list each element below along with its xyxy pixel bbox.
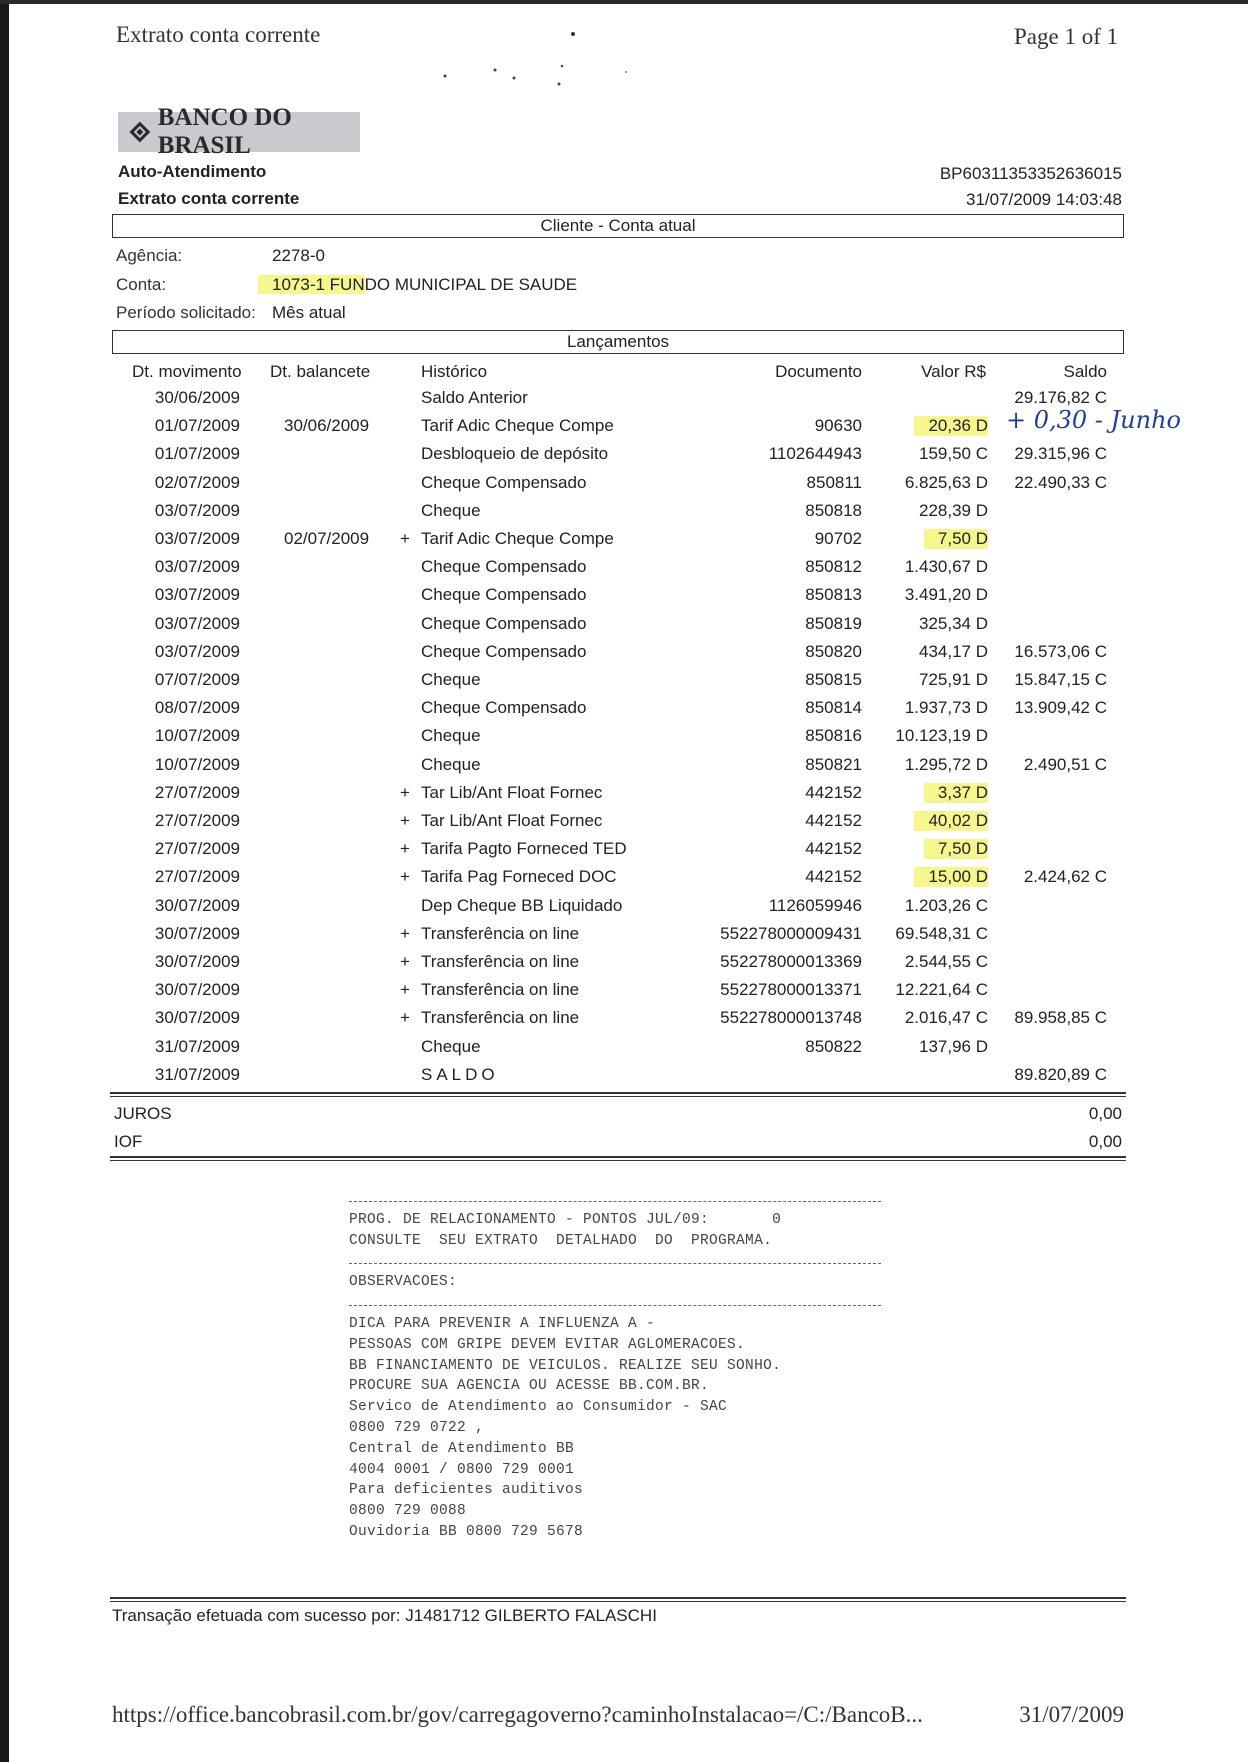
cell-saldo: 2.424,62 C [1023, 867, 1107, 887]
table-row [0, 980, 1248, 1008]
periodo-value: Mês atual [272, 303, 346, 322]
table-row [0, 839, 1248, 867]
cell-saldo: 29.315,96 C [1014, 444, 1107, 464]
conta-value-rest: DO MUNICIPAL DE SAUDE [364, 275, 578, 294]
service-name: Auto-Atendimento [118, 162, 267, 181]
cell-dt-movimento: 03/07/2009 [154, 557, 240, 577]
cell-documento: 442152 [805, 811, 862, 830]
cell-plus-marker: + [400, 839, 410, 859]
cell-dt-movimento: 03/07/2009 [154, 585, 240, 605]
cell-valor: 7,50 D [924, 529, 988, 549]
cell-valor: 228,39 D [919, 500, 988, 520]
cell-dt-movimento: 03/07/2009 [154, 641, 240, 661]
cell-historico: Cheque [421, 670, 481, 689]
table-row [0, 1008, 1248, 1036]
cell-historico: Cheque Compensado [421, 557, 587, 577]
handwritten-annotation-text: + 0,30 - Junho [1006, 406, 1181, 434]
cell-documento: 850821 [805, 754, 862, 774]
document-id: BP60311353352636015 [939, 164, 1122, 183]
cell-valor: 7,50 D [924, 839, 988, 859]
message-divider [349, 1305, 881, 1306]
cell-valor: 2.544,55 C [904, 952, 988, 971]
document-title: Extrato conta corrente [118, 189, 300, 208]
document-timestamp: 31/07/2009 14:03:48 [966, 190, 1122, 209]
conta-value-highlighted: 1073-1 FUN [258, 275, 365, 294]
table-row [0, 896, 1248, 924]
col-header-historico: Histórico [421, 362, 488, 381]
juros-value: 0,00 [1088, 1104, 1122, 1123]
table-row [0, 1065, 1248, 1093]
observation-line: PROCURE SUA AGENCIA OU ACESSE BB.COM.BR. [349, 1378, 710, 1395]
cell-valor: 1.430,67 D [904, 557, 988, 577]
cell-dt-movimento: 07/07/2009 [154, 670, 240, 689]
periodo-label: Período solicitado: [116, 303, 256, 322]
agencia-value: 2278-0 [272, 246, 325, 265]
cell-valor: 69.548,31 C [895, 923, 988, 943]
cell-valor: 3.491,20 D [904, 585, 988, 605]
program-points-line: PROG. DE RELACIONAMENTO - PONTOS JUL/09: 0 [349, 1212, 782, 1228]
table-row [0, 501, 1248, 529]
cell-dt-movimento: 10/07/2009 [154, 754, 240, 774]
cell-historico: Saldo Anterior [421, 388, 528, 407]
cell-documento: 850815 [805, 670, 862, 689]
cell-saldo: 29.176,82 C [1014, 388, 1107, 407]
scan-specks [440, 30, 640, 90]
message-divider [349, 1263, 881, 1264]
cell-documento: 1126059946 [768, 895, 862, 915]
cell-historico: Cheque Compensado [421, 641, 587, 661]
observation-line: Central de Atendimento BB [349, 1440, 575, 1457]
juros-label: JUROS [114, 1104, 172, 1123]
cell-documento: 442152 [805, 839, 862, 859]
cell-dt-movimento: 03/07/2009 [154, 529, 240, 548]
scan-border-top [0, 0, 1248, 4]
cell-historico: Cheque [421, 754, 481, 774]
cell-dt-movimento: 27/07/2009 [154, 811, 240, 830]
cell-dt-movimento: 31/07/2009 [154, 1064, 240, 1084]
table-row [0, 924, 1248, 952]
table-row [0, 444, 1248, 472]
cell-saldo: 22.490,33 C [1014, 472, 1107, 492]
table-row [0, 642, 1248, 670]
cell-plus-marker: + [400, 980, 410, 1000]
cell-historico: Dep Cheque BB Liquidado [421, 895, 623, 915]
cell-documento: 552278000009431 [720, 923, 862, 943]
cell-valor: 10.123,19 D [895, 726, 988, 746]
cell-historico: Tarifa Pag Forneced DOC [421, 867, 617, 887]
cell-valor: 325,34 D [919, 613, 988, 633]
cell-historico: Transferência on line [421, 980, 580, 1000]
conta-label: Conta: [116, 275, 167, 294]
print-date: 31/07/2009 [1019, 1702, 1124, 1727]
printed-url: https://office.bancobrasil.com.br/gov/carregagoverno?caminhoInstalacao=/C:/BancoB... [112, 1702, 923, 1727]
iof-value: 0,00 [1088, 1132, 1122, 1151]
cell-historico: Cheque Compensado [421, 613, 587, 633]
col-header-documento: Documento [775, 362, 862, 381]
cell-dt-movimento: 30/07/2009 [154, 923, 240, 943]
cell-saldo: 16.573,06 C [1014, 641, 1107, 661]
cell-documento: 442152 [805, 782, 862, 802]
cell-historico: Cheque [421, 726, 481, 746]
logo-text: BANCO DO BRASIL [157, 104, 292, 159]
observation-line: Servico de Atendimento ao Consumidor - SAC [349, 1399, 728, 1416]
iof-label: IOF [114, 1132, 143, 1151]
cell-plus-marker: + [400, 1008, 410, 1028]
table-row [0, 670, 1248, 698]
cell-historico: Desbloqueio de depósito [421, 444, 609, 464]
cell-valor: 1.937,73 D [904, 698, 988, 718]
cell-historico: Tarifa Pagto Forneced TED [421, 839, 627, 859]
col-header-dt-balancete: Dt. balancete [270, 362, 371, 381]
cell-dt-movimento: 30/07/2009 [154, 1008, 240, 1028]
transaction-confirmation: Transação efetuada com sucesso por: J1481712 GILBERTO FALASCHI [112, 1606, 657, 1625]
banco-do-brasil-logo-icon [126, 116, 154, 148]
cell-historico: Tarif Adic Cheque Compe [421, 529, 614, 548]
cell-documento: 850814 [805, 698, 862, 718]
table-row [0, 557, 1248, 585]
cell-valor: 2.016,47 C [904, 1008, 988, 1028]
table-row [0, 726, 1248, 754]
cell-valor: 40,02 D [914, 811, 988, 831]
cell-dt-movimento: 27/07/2009 [154, 839, 240, 859]
cell-dt-balancete: 30/06/2009 [284, 416, 370, 436]
cell-historico: Transferência on line [421, 923, 580, 943]
table-row [0, 783, 1248, 811]
table-row [0, 585, 1248, 613]
cell-valor: 434,17 D [919, 641, 988, 661]
cell-valor: 6.825,63 D [904, 472, 988, 492]
cell-dt-movimento: 30/07/2009 [154, 952, 240, 971]
table-row [0, 698, 1248, 726]
cell-historico: SALDO [421, 1064, 499, 1084]
table-row [0, 867, 1248, 895]
table-row [0, 952, 1248, 980]
cell-valor: 137,96 D [919, 1036, 988, 1056]
cell-dt-movimento: 01/07/2009 [154, 444, 240, 464]
client-section-header: Cliente - Conta atual [112, 214, 1124, 238]
cell-valor: 12.221,64 C [895, 980, 988, 1000]
cell-plus-marker: + [400, 952, 410, 971]
cell-dt-movimento: 27/07/2009 [154, 867, 240, 887]
conta-value [272, 275, 577, 295]
cell-valor: 159,50 C [919, 444, 988, 464]
col-header-saldo: Saldo [1063, 362, 1107, 381]
observation-line: 0800 729 0088 [349, 1503, 467, 1520]
cell-documento: 850820 [805, 641, 862, 661]
table-end-rule [110, 1092, 1126, 1097]
cell-dt-movimento: 30/07/2009 [154, 895, 240, 915]
table-row [0, 473, 1248, 501]
cell-historico: Cheque Compensado [421, 585, 587, 605]
table-row [0, 755, 1248, 783]
cell-historico: Tar Lib/Ant Float Fornec [421, 811, 603, 830]
footer-rule [110, 1597, 1126, 1602]
charges-end-rule [110, 1156, 1126, 1161]
cell-plus-marker: + [400, 923, 410, 943]
agencia-label: Agência: [116, 246, 183, 265]
cell-valor: 1.203,26 C [904, 895, 988, 915]
observations-title: OBSERVACOES: [349, 1274, 458, 1290]
cell-historico: Transferência on line [421, 952, 580, 971]
cell-dt-movimento: 30/06/2009 [154, 388, 240, 407]
cell-documento: 552278000013371 [720, 980, 862, 1000]
cell-historico: Transferência on line [421, 1008, 580, 1028]
cell-documento: 442152 [805, 867, 862, 887]
observation-line: PESSOAS COM GRIPE DEVEM EVITAR AGLOMERACOES. [349, 1336, 746, 1353]
observation-line: BB FINANCIAMENTO DE VEICULOS. REALIZE SEU SONHO. [349, 1357, 782, 1374]
cell-dt-balancete: 02/07/2009 [284, 529, 370, 548]
cell-valor: 3,37 D [924, 783, 988, 803]
cell-historico: Cheque Compensado [421, 698, 587, 718]
bank-logo [118, 104, 360, 159]
browser-page-title: Extrato conta corrente [116, 22, 321, 47]
cell-documento: 850816 [805, 726, 862, 746]
cell-saldo: 13.909,42 C [1014, 698, 1107, 718]
col-header-valor: Valor R$ [921, 362, 986, 381]
table-row [0, 614, 1248, 642]
cell-dt-movimento: 30/07/2009 [154, 980, 240, 1000]
cell-documento: 90702 [814, 529, 862, 548]
cell-saldo: 89.820,89 C [1014, 1064, 1107, 1084]
cell-dt-movimento: 02/07/2009 [154, 472, 240, 492]
cell-documento: 552278000013748 [720, 1008, 862, 1028]
cell-dt-movimento: 31/07/2009 [154, 1036, 240, 1056]
cell-documento: 1102644943 [768, 444, 862, 464]
cell-historico: Cheque Compensado [421, 472, 587, 492]
cell-historico: Cheque [421, 1036, 481, 1056]
cell-plus-marker: + [400, 529, 410, 548]
cell-valor: 20,36 D [914, 416, 988, 436]
cell-dt-movimento: 10/07/2009 [154, 726, 240, 746]
handwritten-annotation [1006, 398, 1206, 442]
cell-documento: 552278000013369 [720, 952, 862, 971]
cell-historico: Tarif Adic Cheque Compe [421, 416, 614, 436]
message-divider [349, 1201, 881, 1202]
cell-documento: 850819 [805, 613, 862, 633]
cell-documento: 90630 [814, 416, 862, 436]
cell-documento: 850812 [805, 557, 862, 577]
cell-documento: 850822 [805, 1036, 862, 1056]
cell-dt-movimento: 01/07/2009 [154, 416, 240, 436]
table-row [0, 811, 1248, 839]
cell-dt-movimento: 03/07/2009 [154, 500, 240, 520]
cell-saldo: 15.847,15 C [1014, 670, 1107, 689]
table-row [0, 529, 1248, 557]
page-counter: Page 1 of 1 [1014, 24, 1119, 49]
cell-valor: 1.295,72 D [904, 754, 988, 774]
cell-documento: 850811 [806, 472, 862, 492]
cell-plus-marker: + [400, 782, 410, 802]
observation-line: Ouvidoria BB 0800 729 5678 [349, 1524, 584, 1540]
cell-plus-marker: + [400, 867, 410, 887]
entries-section-header: Lançamentos [112, 330, 1124, 354]
cell-dt-movimento: 27/07/2009 [154, 782, 240, 802]
cell-historico: Cheque [421, 500, 481, 520]
program-consult-line: CONSULTE SEU EXTRATO DETALHADO DO PROGRAMA. [349, 1233, 773, 1249]
cell-dt-movimento: 08/07/2009 [154, 698, 240, 718]
cell-dt-movimento: 03/07/2009 [154, 613, 240, 633]
col-header-dt-movimento: Dt. movimento [132, 362, 242, 381]
observation-line: 4004 0001 / 0800 729 0001 [349, 1461, 575, 1478]
cell-saldo: 2.490,51 C [1023, 754, 1107, 774]
table-row [0, 1037, 1248, 1065]
cell-saldo: 89.958,85 C [1014, 1008, 1107, 1028]
observation-line: Para deficientes auditivos [349, 1482, 584, 1499]
observation-line: DICA PARA PREVENIR A INFLUENZA A - [349, 1316, 656, 1332]
observation-line: 0800 729 0722 , [349, 1420, 485, 1436]
cell-valor: 15,00 D [914, 867, 988, 887]
cell-historico: Tar Lib/Ant Float Fornec [421, 782, 603, 802]
cell-documento: 850818 [805, 500, 862, 520]
cell-plus-marker: + [400, 811, 410, 830]
cell-documento: 850813 [805, 585, 862, 605]
cell-valor: 725,91 D [919, 670, 988, 689]
